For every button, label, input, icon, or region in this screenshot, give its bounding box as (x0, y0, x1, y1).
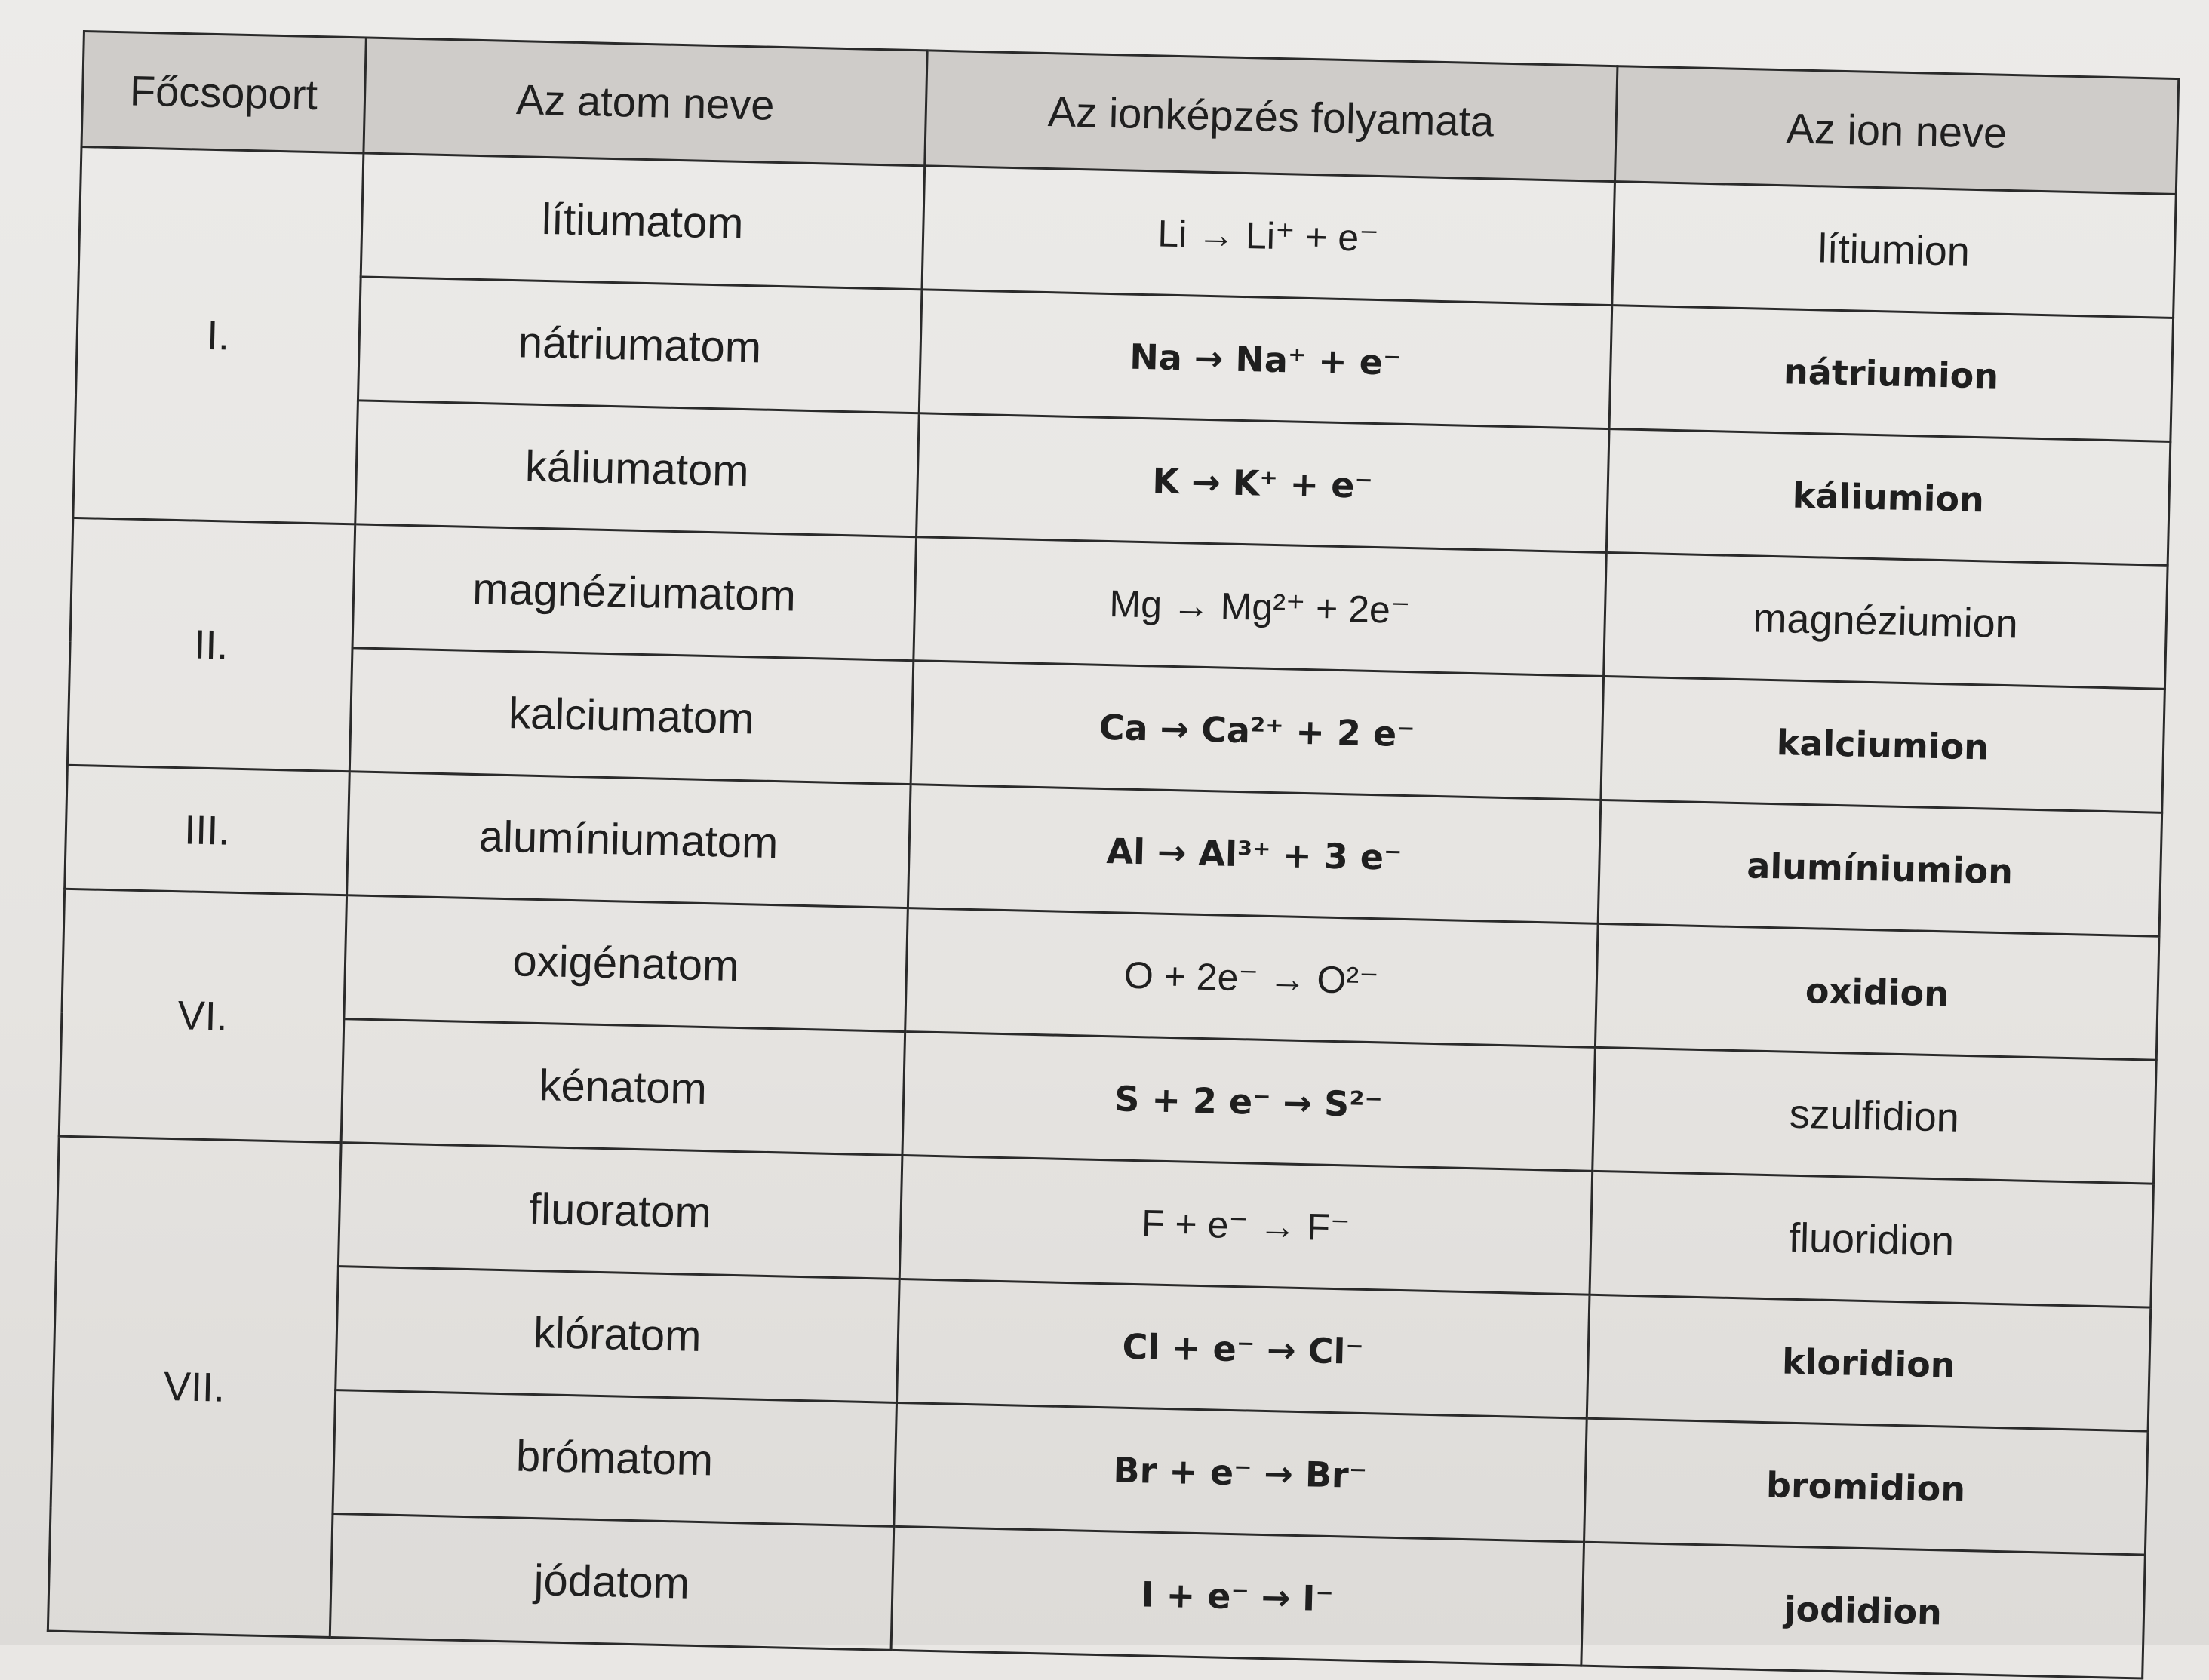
ion-formation-equation: S + 2 e⁻ → S²⁻ (902, 1032, 1595, 1172)
atom-name: brómatom (333, 1390, 897, 1527)
table-body (48, 146, 2176, 1678)
ion-formation-equation: F + e⁻ → F⁻ (899, 1156, 1592, 1295)
ion-formation-equation: Ca → Ca²⁺ + 2 e⁻ (911, 661, 1603, 800)
ion-name: káliumion (1606, 429, 2171, 566)
ion-formation-equation: Cl + e⁻ → Cl⁻ (896, 1279, 1589, 1418)
atom-name: jódatom (330, 1514, 894, 1651)
atom-name: klóratom (335, 1267, 899, 1403)
ion-formation-equation: K → K⁺ + e⁻ (917, 413, 1609, 553)
ion-formation-equation: Al → Al³⁺ + 3 e⁻ (908, 785, 1600, 924)
ion-name: kloridion (1587, 1295, 2151, 1431)
header-group: Főcsoport (81, 32, 366, 153)
ion-formation-equation: Li → Li⁺ + e⁻ (922, 166, 1615, 306)
ion-name: magnéziumion (1603, 552, 2168, 689)
ion-name: nátriumion (1609, 306, 2174, 442)
ion-formation-equation: O + 2e⁻ → O²⁻ (905, 908, 1598, 1048)
group-label: I. (73, 146, 364, 524)
atom-name: oxigénatom (344, 895, 908, 1032)
atom-name: kénatom (341, 1019, 905, 1156)
header-atom-name: Az atom neve (364, 38, 928, 166)
ion-name: jodidion (1581, 1542, 2145, 1678)
atom-name: fluoratom (338, 1143, 902, 1279)
ion-name: kalciumion (1601, 676, 2165, 812)
ion-formation-equation: Na → Na⁺ + e⁻ (919, 290, 1611, 429)
ion-formation-equation: Br + e⁻ → Br⁻ (894, 1402, 1587, 1542)
ion-name: oxidion (1595, 923, 2159, 1060)
atom-name: kalciumatom (349, 648, 914, 785)
header-ion-name: Az ion neve (1615, 66, 2179, 195)
worksheet (30, 0, 2188, 1637)
group-label: VII. (48, 1136, 340, 1637)
ion-formation-equation: Mg → Mg²⁺ + 2e⁻ (914, 537, 1606, 677)
group-label: III. (65, 765, 349, 895)
ion-name: bromidion (1584, 1418, 2148, 1555)
ion-formation-equation: I + e⁻ → I⁻ (891, 1526, 1584, 1666)
group-label: VI. (59, 889, 346, 1142)
ion-name: lítiumion (1611, 182, 2176, 318)
ion-name: szulfidion (1592, 1047, 2156, 1184)
group-label: II. (67, 518, 355, 771)
ion-formation-table (47, 30, 2180, 1680)
atom-name: nátriumatom (358, 277, 922, 413)
ion-name: fluoridion (1590, 1171, 2154, 1307)
atom-name: alumíniumatom (346, 772, 911, 908)
atom-name: magnéziumatom (352, 524, 917, 661)
atom-name: káliumatom (355, 401, 919, 537)
header-ion-formation: Az ionképzés folyamata (925, 51, 1618, 182)
atom-name: lítiumatom (361, 153, 925, 290)
ion-name: alumíniumion (1598, 800, 2162, 936)
